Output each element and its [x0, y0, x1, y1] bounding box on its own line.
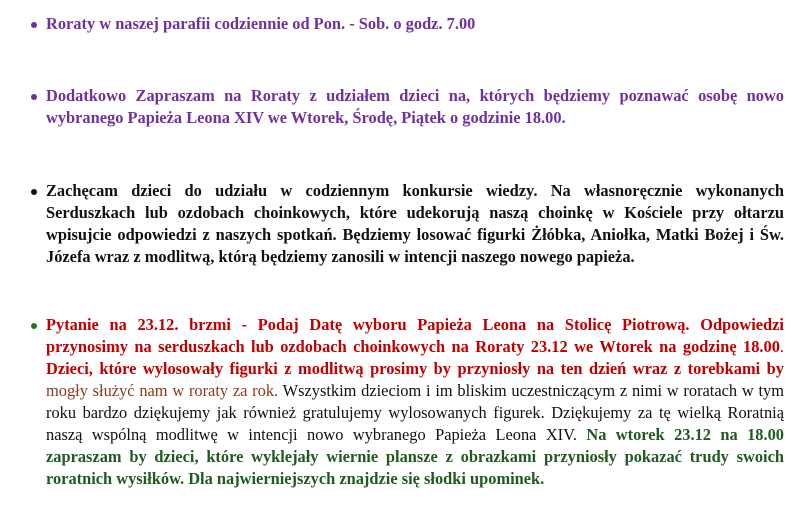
list-item [46, 314, 784, 490]
item-text: Roraty w naszej parafii codziennie od Pon. - Sob. o godz. 7.00 [46, 14, 476, 33]
bullet-dot-icon [31, 22, 37, 28]
list-item [46, 85, 784, 129]
list-item [46, 13, 784, 35]
thanks-text: Wszystkim dzieciom i im bliskim uczestniczącym z nimi w roratach w tym roku bardzo dziękujemy jak również gratulujemy wylosowanych figurek. Dziękujemy za tę wielką Roratnią naszą wspólną modlitwę w intencji nowo wybranego Papieża Leona XIV. [46, 381, 784, 444]
request-tail-text: mogły służyć nam w roraty za rok. [46, 381, 279, 400]
list-item [46, 180, 784, 268]
bullet-dot-icon [31, 323, 37, 329]
question-text: Pytanie na 23.12. brzmi - Podaj Datę wyboru Papieża Leona na Stolicę Piotrową. Odpowiedzi przynosimy na serduszkach lub ozdobach choinkowych na Roraty 23.12 we Wtorek na godzinę 18.00 [46, 315, 784, 356]
request-text: Dzieci, które wylosowały figurki z modlitwą prosimy by przyniosły na ten dzień wraz z torebkami by [46, 359, 784, 378]
item-text: Dodatkowo Zapraszam na Roraty z udziałem dzieci na, których będziemy poznawać osobę nowo wybranego Papieża Leona XIV we Wtorek, Środę, Piątek o godzinie 18.00. [46, 86, 784, 127]
bullet-dot-icon [31, 189, 37, 195]
question-period: . [779, 337, 784, 356]
invitation-text: Na wtorek 23.12 na 18.00 zapraszam by dzieci, które wyklejały wiernie plansze z obrazkami przyniosły pokazać trudy swoich roratnich wysiłków. Dla najwierniejszych znajdzie się słodki upominek. [46, 425, 784, 488]
bullet-dot-icon [31, 94, 37, 100]
item-text: Zachęcam dzieci do udziału w codziennym konkursie wiedzy. Na własnoręcznie wykonanych Serduszkach lub ozdobach choinkowych, które udekorują naszą choinkę w Kościele przy ołtarzu wpisujcie odpowiedzi z naszych spotkań. Będziemy losować figurki Żłóbka, Aniołka, Matki Bożej i Św. Józefa wraz z modlitwą, którą będziemy zanosili w intencji naszego nowego papieża. [46, 181, 784, 266]
